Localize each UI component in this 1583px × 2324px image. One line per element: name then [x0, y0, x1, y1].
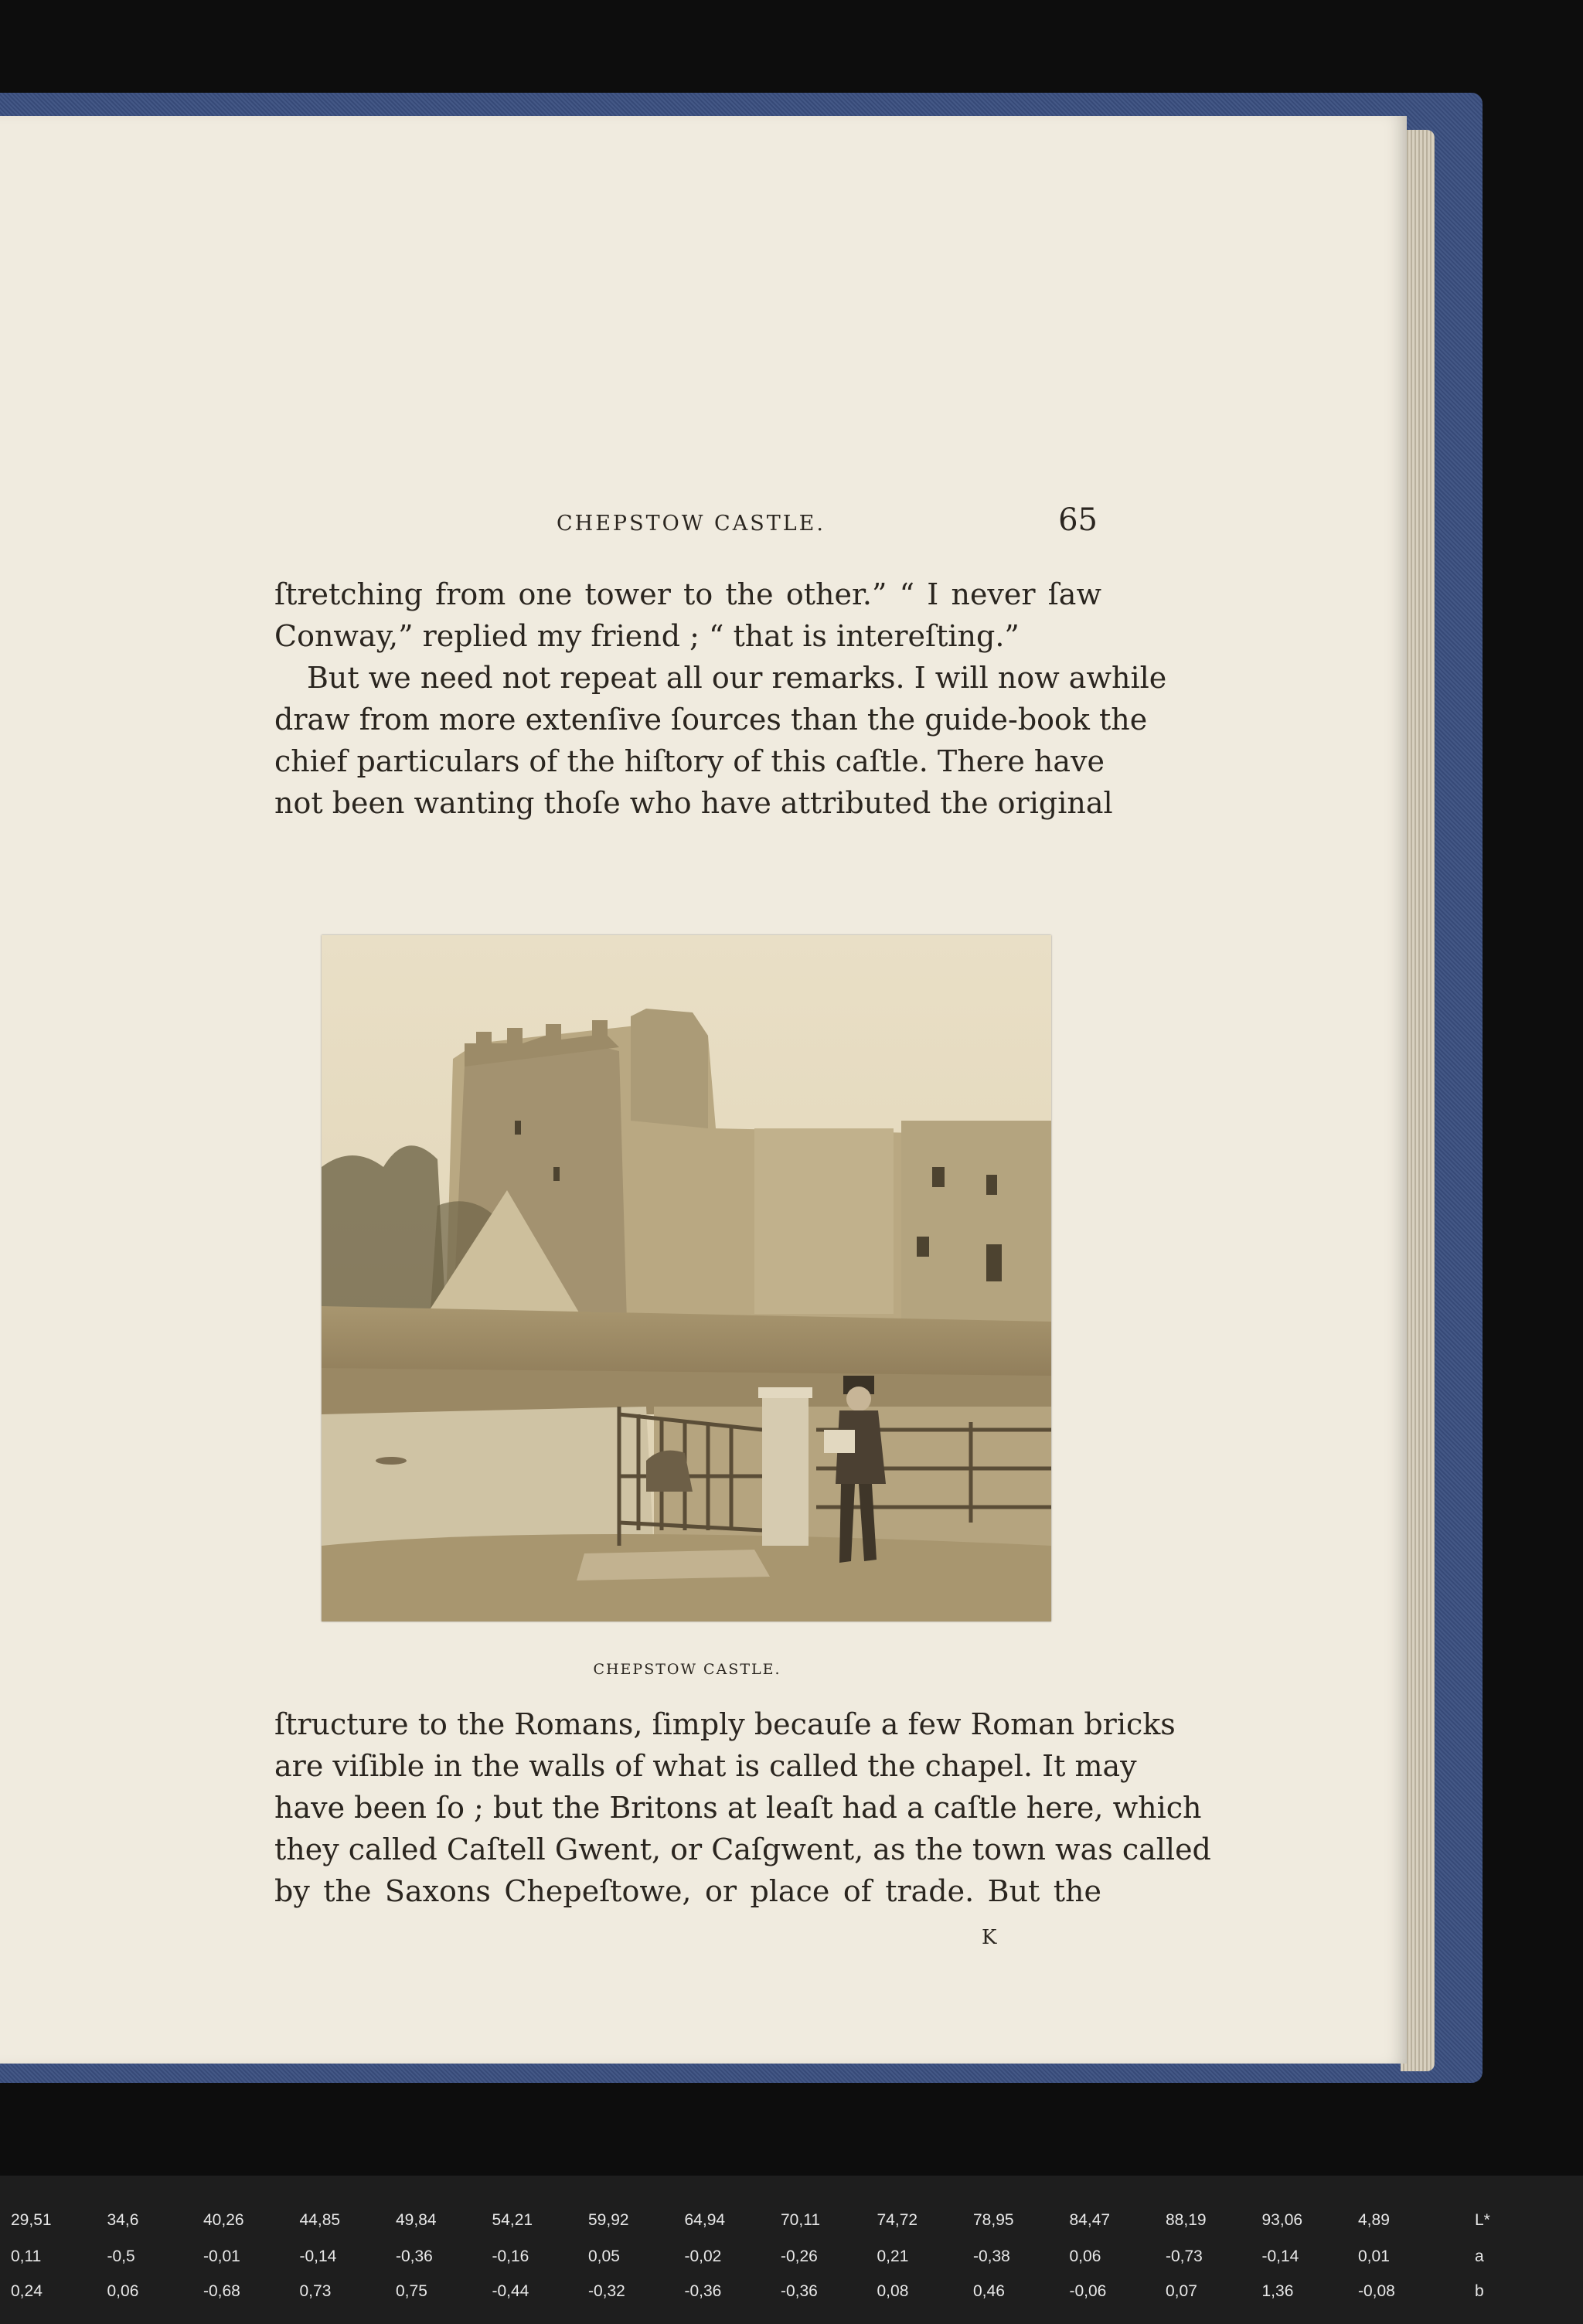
strip-value: 70,11 — [781, 2211, 820, 2229]
strip-value: 0,21 — [877, 2247, 909, 2265]
strip-value: 49,84 — [396, 2211, 437, 2229]
strip-value: -0,14 — [1261, 2247, 1299, 2265]
text-block-bottom — [274, 1703, 1211, 1912]
strip-value: -0,08 — [1358, 2282, 1395, 2300]
strip-row-label: a — [1475, 2247, 1484, 2265]
text-line: they called Caſtell Gwent, or Caſgwent, as the town was called — [274, 1832, 1211, 1866]
strip-row-a — [0, 2247, 1583, 2278]
strip-value: -0,36 — [781, 2282, 818, 2300]
strip-value: 0,11 — [11, 2247, 42, 2265]
page-header — [557, 502, 1098, 549]
strip-value: 44,85 — [299, 2211, 341, 2229]
strip-value: 1,36 — [1261, 2282, 1294, 2300]
book-page — [0, 116, 1407, 2064]
strip-value: 0,07 — [1166, 2282, 1197, 2300]
strip-value: 54,21 — [492, 2211, 533, 2229]
strip-row-l — [0, 2211, 1583, 2242]
strip-value: 0,01 — [1358, 2247, 1390, 2265]
strip-row-label: b — [1475, 2282, 1484, 2300]
strip-value: 0,08 — [877, 2282, 909, 2300]
strip-value: 0,05 — [588, 2247, 620, 2265]
strip-value: 93,06 — [1261, 2211, 1303, 2229]
strip-value: -0,5 — [107, 2247, 135, 2265]
text-line: ſtretching from one tower to the other.” “ I never ſaw — [274, 577, 1101, 611]
strip-value: 84,47 — [1069, 2211, 1111, 2229]
strip-value: -0,14 — [299, 2247, 337, 2265]
running-head: CHEPSTOW CASTLE. — [557, 512, 826, 536]
color-calibration-strip — [0, 2176, 1583, 2324]
strip-row-b — [0, 2282, 1583, 2313]
plate-caption: CHEPSTOW CASTLE. — [593, 1661, 781, 1678]
strip-value: -0,68 — [203, 2282, 240, 2300]
strip-value: -0,02 — [684, 2247, 722, 2265]
strip-value: 59,92 — [588, 2211, 629, 2229]
text-line: ſtructure to the Romans, ſimply becauſe a few Roman bricks — [274, 1707, 1176, 1741]
strip-value: -0,16 — [492, 2247, 529, 2265]
strip-row-label: L* — [1475, 2211, 1490, 2229]
text-line: But we need not repeat all our remarks. I will now awhile — [307, 661, 1167, 695]
strip-value: -0,32 — [588, 2282, 625, 2300]
text-block-top — [274, 573, 1167, 824]
text-line: are viſible in the walls of what is called the chapel. It may — [274, 1749, 1137, 1783]
strip-value: 78,95 — [973, 2211, 1014, 2229]
strip-value: 0,24 — [11, 2282, 43, 2300]
strip-value: -0,36 — [396, 2247, 433, 2265]
text-line: by the Saxons Chepeſtowe, or place of trade. But the — [274, 1874, 1101, 1908]
strip-value: 40,26 — [203, 2211, 244, 2229]
signature-mark: K — [982, 1926, 997, 1949]
strip-value: -0,36 — [684, 2282, 722, 2300]
strip-value: 74,72 — [877, 2211, 918, 2229]
strip-value: 0,46 — [973, 2282, 1005, 2300]
strip-value: 29,51 — [11, 2211, 52, 2229]
photograph-plate — [322, 935, 1051, 1621]
strip-value: -0,38 — [973, 2247, 1010, 2265]
strip-value: 0,06 — [1069, 2247, 1101, 2265]
castle-photograph — [322, 935, 1051, 1621]
text-line: Conway,” replied my friend ; “ that is intereſting.” — [274, 619, 1020, 653]
strip-value: 0,75 — [396, 2282, 427, 2300]
strip-value: -0,73 — [1166, 2247, 1203, 2265]
text-line: not been wanting thoſe who have attributed the original — [274, 786, 1113, 820]
strip-value: -0,44 — [492, 2282, 529, 2300]
strip-value: -0,06 — [1069, 2282, 1107, 2300]
strip-value: 88,19 — [1166, 2211, 1207, 2229]
text-line: chief particulars of the hiſtory of this caſtle. There have — [274, 744, 1105, 778]
strip-value: 64,94 — [684, 2211, 726, 2229]
strip-value: 34,6 — [107, 2211, 139, 2229]
strip-value: -0,01 — [203, 2247, 240, 2265]
page-number: 65 — [1058, 502, 1098, 538]
text-line: have been ſo ; but the Britons at leaſt had a caſtle here, which — [274, 1791, 1202, 1825]
strip-value: 4,89 — [1358, 2211, 1390, 2229]
strip-value: 0,73 — [299, 2282, 332, 2300]
strip-value: 0,06 — [107, 2282, 139, 2300]
strip-value: -0,26 — [781, 2247, 818, 2265]
text-line: draw from more extenſive ſources than the guide-book the — [274, 703, 1148, 737]
